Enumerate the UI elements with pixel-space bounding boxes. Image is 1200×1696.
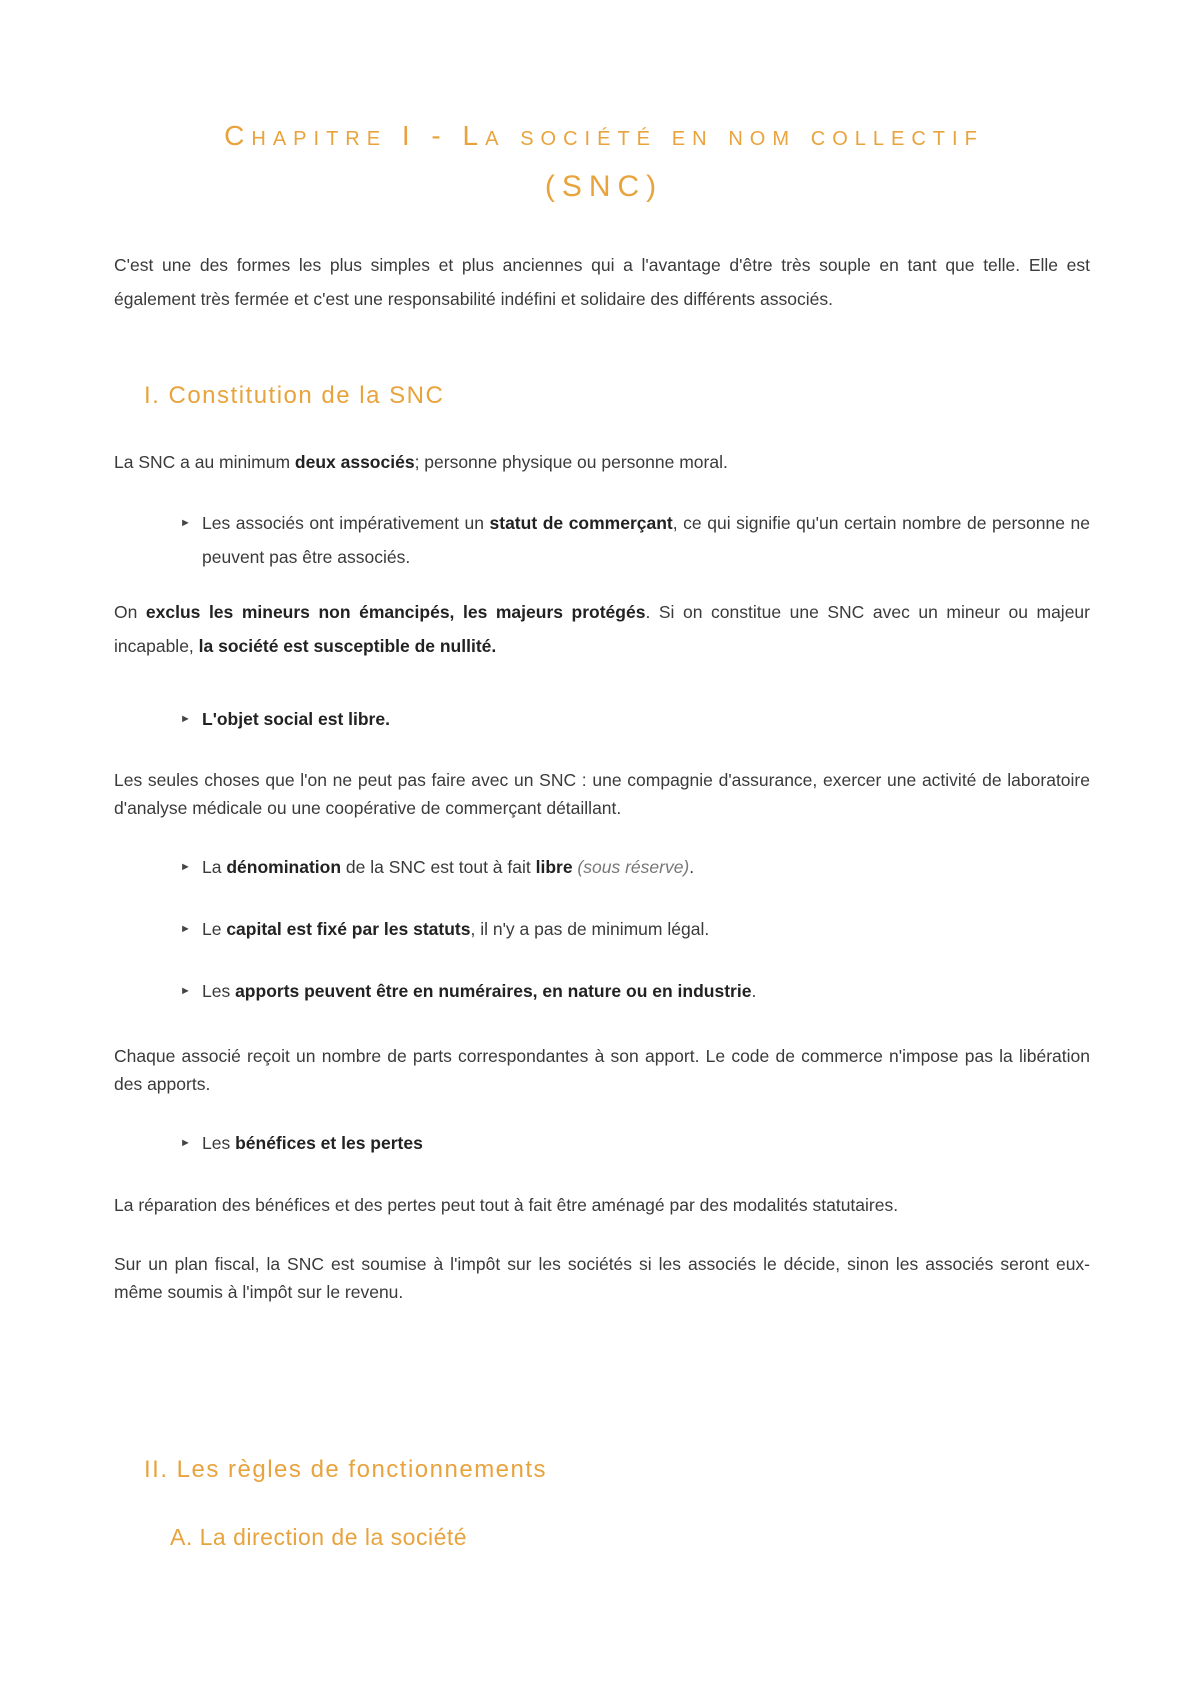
bold-segment: L'objet social est libre. — [202, 709, 390, 729]
text-segment: On — [114, 602, 146, 622]
paragraph-shares: Chaque associé reçoit un nombre de parts correspondantes à son apport. Le code de commerce n'impose pas la libération des apports. — [114, 1046, 1090, 1094]
bold-segment: capital est fixé par les statuts — [226, 919, 471, 939]
subsection-heading-management: A. La direction de la société — [170, 1524, 468, 1550]
text-segment: Les — [202, 981, 236, 1001]
bullet-profits-losses — [180, 1126, 1090, 1160]
bullet-denomination — [180, 850, 1090, 884]
italic-segment: (sous réserve) — [572, 857, 690, 877]
bold-segment: libre — [535, 857, 573, 877]
bold-segment: dénomination — [226, 857, 342, 877]
text-segment: . Si on constitue une SNC avec un mineur ou majeur incapable, — [114, 602, 1090, 656]
bold-segment: deux associés — [294, 452, 415, 472]
bullet-social-object — [180, 702, 1090, 736]
text-segment: de la SNC est tout à fait — [341, 857, 536, 877]
triangle-right-icon: ► — [180, 985, 191, 997]
text-segment: Les — [202, 1133, 236, 1153]
text-segment: Le — [202, 919, 227, 939]
bold-segment: exclus les mineurs non émancipés, les majeurs protégés — [145, 602, 646, 622]
section-heading-operating-rules: II. Les règles de fonctionnements — [144, 1456, 548, 1483]
paragraph-associates-minimum — [114, 445, 1090, 479]
text-segment: . — [689, 857, 695, 877]
bold-segment: bénéfices et les pertes — [235, 1133, 423, 1153]
text-segment: La — [202, 857, 227, 877]
paragraph-profit-sharing: La réparation des bénéfices et des pertes peut tout à fait être aménagé par des modalités statutaires. — [114, 1195, 899, 1215]
text-segment: , il n'y a pas de minimum légal. — [470, 919, 710, 939]
text-segment: ; personne physique ou personne moral. — [414, 452, 728, 472]
paragraph-exclusions — [114, 595, 1090, 663]
bullet-merchant-status — [180, 506, 1090, 574]
section-heading-constitution: I. Constitution de la SNC — [144, 382, 445, 409]
text-segment: La SNC a au minimum — [114, 452, 295, 472]
text-segment: , ce qui signifie qu'un certain nombre de personne ne peuvent pas être associés. — [202, 513, 1090, 567]
triangle-right-icon: ► — [180, 923, 191, 935]
bold-segment: apports peuvent être en numéraires, en nature ou en industrie — [235, 981, 752, 1001]
triangle-right-icon: ► — [180, 517, 191, 529]
text-segment: Les associés ont impérativement un — [202, 513, 490, 533]
text-segment: . — [751, 981, 757, 1001]
chapter-title-abbreviation: (SNC) — [544, 170, 664, 203]
paragraph-taxation: Sur un plan fiscal, la SNC est soumise à l'impôt sur les sociétés si les associés le décide, sinon les associés seront eux-même soumis à l'impôt sur le revenu. — [114, 1254, 1090, 1302]
bold-segment: la société est susceptible de nullité. — [198, 636, 497, 656]
triangle-right-icon: ► — [180, 1137, 191, 1149]
bullet-capital — [180, 912, 1090, 946]
triangle-right-icon: ► — [180, 713, 191, 725]
triangle-right-icon: ► — [180, 861, 191, 873]
paragraph-forbidden-activities: Les seules choses que l'on ne peut pas faire avec un SNC : une compagnie d'assurance, exercer une activité de laboratoire d'analyse médicale ou une coopérative de commerçant détaillant. — [114, 770, 1090, 818]
bullet-contributions — [180, 974, 1090, 1008]
bold-segment: statut de commerçant — [489, 513, 673, 533]
chapter-title: Chapitre I - La société en nom collectif — [224, 120, 984, 151]
intro-paragraph: C'est une des formes les plus simples et plus anciennes qui a l'avantage d'être très souple en tant que telle. Elle est également très fermée et c'est une responsabilité indéfini et solidaire des différents associés. — [114, 255, 1090, 309]
